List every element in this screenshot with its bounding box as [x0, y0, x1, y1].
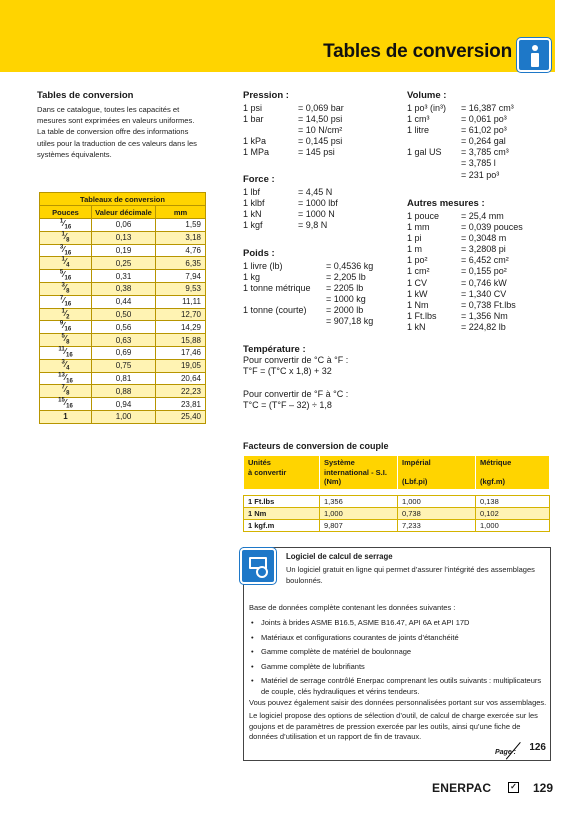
table-cell: 1,00	[92, 410, 156, 423]
table-row	[40, 398, 206, 411]
conversion-row	[407, 322, 523, 333]
conversion-row	[407, 289, 523, 300]
conversion-row	[407, 211, 523, 222]
table-cell: 14,29	[156, 321, 206, 334]
table-row	[40, 372, 206, 385]
table-cell: 3,18	[156, 231, 206, 244]
conversion-unit: 1 Ft.lbs	[407, 310, 437, 321]
conversion-row	[243, 136, 344, 147]
force-title: Force :	[243, 174, 275, 185]
table-cell: 1,000	[320, 507, 398, 519]
table-row	[244, 519, 550, 531]
table-cell: $^1⁄_8$	[40, 231, 92, 244]
conversion-value: = 1000 kg	[326, 294, 366, 305]
table-cell: 0,38	[92, 282, 156, 295]
poids-list	[243, 261, 373, 328]
table-cell: 0,31	[92, 270, 156, 283]
table-cell: 11,11	[156, 295, 206, 308]
conversion-value: = 2000 lb	[326, 305, 364, 316]
torque-col-unites: Unités à convertir	[244, 456, 320, 490]
conversion-value: = 0,145 psi	[298, 136, 343, 147]
page-reference[interactable]	[495, 742, 548, 758]
conversion-value: = 3,785 l	[461, 158, 496, 169]
conversion-unit: 1 kN	[243, 209, 262, 220]
conversion-value: = 1000 N	[298, 209, 335, 220]
conversion-unit: 1 Nm	[407, 299, 429, 310]
torque-col-si: Système international - S.I. (Nm)	[320, 456, 398, 490]
table-row	[40, 334, 206, 347]
conversion-row	[243, 198, 338, 209]
table-cell: 1,000	[398, 495, 476, 507]
table-cell: 0,138	[476, 495, 550, 507]
table-cell: 0,06	[92, 219, 156, 232]
table-cell: 0,81	[92, 372, 156, 385]
conversion-row	[243, 316, 373, 327]
software-title: Logiciel de calcul de serrage	[286, 552, 393, 561]
conversion-value: = 0,738 Ft.lbs	[461, 299, 516, 310]
conversion-unit: 1 kgf	[243, 220, 263, 231]
conversion-row	[407, 278, 523, 289]
table-cell: $^3⁄_4$	[40, 359, 92, 372]
conversion-row	[243, 220, 338, 231]
temperature-title: Température :	[243, 344, 306, 355]
conversion-unit: 1 cm³	[407, 114, 430, 125]
conversion-unit: 1 pouce	[407, 211, 440, 221]
conversion-value: = 224,82 lb	[461, 321, 506, 332]
table-cell: 19,05	[156, 359, 206, 372]
table-cell: 20,64	[156, 372, 206, 385]
conversion-value: = 1,340 CV	[461, 288, 507, 299]
conversion-unit	[407, 136, 461, 147]
torque-table	[243, 455, 550, 532]
table-row	[40, 257, 206, 270]
table-cell: 15,88	[156, 334, 206, 347]
table-cell: 0,13	[92, 231, 156, 244]
conversion-row	[407, 266, 523, 277]
table-cell: 4,76	[156, 244, 206, 257]
conversion-unit: 1 pi	[407, 233, 422, 244]
table-cell: 0,94	[92, 398, 156, 411]
col-header-mm: mm	[156, 206, 206, 219]
conversion-unit: 1 MPa	[243, 147, 270, 158]
table-cell: $^5⁄_8$	[40, 334, 92, 347]
conversion-unit: 1 tonne (courte)	[243, 305, 307, 316]
conversion-row	[243, 261, 373, 272]
table-cell: $^1⁄_{16}$	[40, 219, 92, 232]
conversion-row	[407, 158, 514, 169]
table-cell: 0,69	[92, 346, 156, 359]
list-item: • Matériel de serrage contrôlé Enerpac comprenant les outils suivants : multiplicateurs de couple, clés hydrauliques et vérins tendeurs.	[249, 676, 549, 697]
conversion-value: = 1,356 Nm	[461, 310, 508, 321]
conversion-value: = 0,4536 kg	[326, 261, 374, 271]
fraction-table-title: Tableaux de conversion	[40, 193, 206, 206]
autres-list	[407, 211, 523, 333]
conversion-value: = 1000 lbf	[298, 198, 338, 209]
table-row	[244, 507, 550, 519]
table-cell: 1 Ft.lbs	[244, 495, 320, 507]
poids-title: Poids :	[243, 248, 275, 259]
conversion-unit	[243, 316, 326, 327]
table-cell: 1	[40, 410, 92, 423]
conversion-row	[407, 255, 523, 266]
table-cell: $^3⁄_8$	[40, 282, 92, 295]
table-cell: 17,46	[156, 346, 206, 359]
autres-title: Autres mesures :	[407, 198, 485, 209]
conversion-value: = 907,18 kg	[326, 316, 374, 327]
table-cell: $^9⁄_{16}$	[40, 321, 92, 334]
software-bullet-list	[249, 618, 549, 702]
table-cell: 0,44	[92, 295, 156, 308]
fraction-conversion-table	[39, 192, 206, 424]
table-cell: 9,807	[320, 519, 398, 531]
conversion-row	[407, 125, 514, 136]
conversion-row	[243, 125, 344, 136]
conversion-row	[407, 300, 523, 311]
conversion-value: = 10 N/cm²	[298, 125, 343, 136]
table-row	[244, 495, 550, 507]
conversion-unit: 1 kPa	[243, 136, 267, 147]
conversion-row	[407, 233, 523, 244]
conversion-unit: 1 kN	[407, 321, 426, 332]
table-cell: 1 Nm	[244, 507, 320, 519]
conversion-value: = 25,4 mm	[461, 211, 504, 221]
conversion-row	[243, 103, 344, 114]
table-cell: 25,40	[156, 410, 206, 423]
table-cell: 0,50	[92, 308, 156, 321]
conversion-value: = 0,264 gal	[461, 136, 506, 147]
conversion-row	[243, 187, 338, 198]
page-ref-number[interactable]: 126	[520, 742, 548, 758]
table-cell: 0,738	[398, 507, 476, 519]
page-title: Tables de conversion	[323, 41, 512, 62]
conversion-row	[243, 147, 344, 158]
conversion-value: = 3,2808 pi	[461, 244, 506, 255]
table-cell: 1,000	[476, 519, 550, 531]
table-cell: 1,59	[156, 219, 206, 232]
conversion-unit	[407, 158, 461, 169]
conversion-unit	[407, 170, 461, 181]
conversion-unit: 1 kg	[243, 272, 261, 283]
conversion-value: = 61,02 po³	[461, 125, 507, 136]
conversion-unit: 1 bar	[243, 114, 264, 125]
table-row	[40, 282, 206, 295]
table-row	[40, 359, 206, 372]
conversion-value: = 145 psi	[298, 147, 335, 158]
page-ref-label: Page :	[494, 749, 516, 756]
table-cell: 6,35	[156, 257, 206, 270]
table-cell: 12,70	[156, 308, 206, 321]
table-cell: 7,233	[398, 519, 476, 531]
table-cell: $^{15}⁄_{16}$	[40, 398, 92, 411]
torque-col-metrique: Métrique (kgf.m)	[476, 456, 550, 490]
conversion-value: = 2205 lb	[326, 283, 364, 294]
table-row	[40, 346, 206, 359]
conversion-unit	[243, 294, 326, 305]
conversion-row	[407, 136, 514, 147]
table-cell: $^1⁄_4$	[40, 257, 92, 270]
page-number: 129	[533, 781, 554, 795]
force-list	[243, 187, 338, 231]
conversion-unit: 1 livre (lb)	[243, 261, 283, 271]
conversion-value: = 4,45 N	[298, 187, 333, 197]
conversion-unit: 1 tonne métrique	[243, 283, 311, 294]
col-header-pouces: Pouces	[40, 206, 92, 219]
brand-logo: ENERPAC	[432, 781, 492, 795]
volume-list	[407, 103, 514, 181]
conversion-value: = 0,746 kW	[461, 277, 507, 288]
table-cell: $^1⁄_2$	[40, 308, 92, 321]
info-icon	[517, 38, 551, 72]
conversion-row	[407, 244, 523, 255]
volume-title: Volume :	[407, 90, 447, 101]
conversion-value: = 2,205 lb	[326, 272, 366, 283]
conversion-unit: 1 klbf	[243, 198, 265, 209]
conversion-value: = 14,50 psi	[298, 114, 343, 125]
conversion-unit: 1 CV	[407, 277, 428, 288]
table-cell: 0,63	[92, 334, 156, 347]
software-para1: Vous pouvez également saisir des données personnalisées portant sur vos assemblages.	[249, 698, 547, 707]
intro-text: Dans ce catalogue, toutes les capacités et mesures sont exprimées en valeurs uniformes. La table de conversion offre des informations utiles pour la traduction de ces valeurs dans les systèmes équivalents.	[37, 105, 197, 159]
table-cell: 0,88	[92, 385, 156, 398]
software-intro: Base de données complète contenant les données suivantes :	[249, 603, 456, 612]
list-item: • Matériaux et configurations courantes de joints d’étanchéité	[249, 633, 549, 644]
conversion-value: = 0,155 po²	[461, 266, 507, 277]
conversion-row	[243, 283, 373, 294]
table-row	[40, 308, 206, 321]
table-row	[40, 219, 206, 232]
conversion-value: = 9,8 N	[298, 220, 328, 231]
conversion-value: = 0,3048 m	[461, 233, 507, 244]
torque-title: Facteurs de conversion de couple	[243, 441, 389, 451]
pression-title: Pression :	[243, 90, 289, 101]
conversion-row	[243, 209, 338, 220]
table-cell: 0,25	[92, 257, 156, 270]
table-cell: 22,23	[156, 385, 206, 398]
conversion-row	[407, 311, 523, 322]
table-cell: 1 kgf.m	[244, 519, 320, 531]
software-subtitle: Un logiciel gratuit en ligne qui permet d’assurer l’intégrité des assemblages boulonnés.	[286, 565, 535, 585]
conversion-unit: 1 gal US	[407, 147, 442, 158]
table-row	[40, 385, 206, 398]
software-disc-icon	[240, 548, 276, 584]
conversion-unit: 1 psi	[243, 103, 263, 113]
conversion-value: = 16,387 cm³	[461, 103, 514, 113]
intro-title: Tables de conversion	[37, 90, 134, 101]
table-row	[40, 270, 206, 283]
table-cell: 9,53	[156, 282, 206, 295]
table-row	[40, 410, 206, 423]
table-cell: $^{13}⁄_{16}$	[40, 372, 92, 385]
software-para2: Le logiciel propose des options de sélection d’outil, de calcul de charge exercée sur les goujons et de paramètres de pression exercée par les outils, ainsi qu’une fiche de données d’utilisation et un rapport de fin de travaux.	[249, 711, 538, 742]
conversion-value: = 231 po³	[461, 169, 500, 180]
conversion-unit	[243, 125, 298, 136]
list-item: • Gamme complète de lubrifiants	[249, 662, 549, 673]
torque-col-imperial: Impérial (Lbf.pi)	[398, 456, 476, 490]
table-cell: $^7⁄_{16}$	[40, 295, 92, 308]
conversion-unit: 1 cm²	[407, 266, 430, 277]
conversion-unit: 1 litre	[407, 125, 430, 136]
conversion-row	[243, 294, 373, 305]
conversion-unit: 1 po²	[407, 255, 428, 266]
table-cell: $^5⁄_{16}$	[40, 270, 92, 283]
conversion-row	[407, 170, 514, 181]
conversion-unit: 1 kW	[407, 288, 428, 299]
conversion-value: = 0,039 pouces	[461, 222, 523, 233]
conversion-row	[407, 222, 523, 233]
table-cell: 23,81	[156, 398, 206, 411]
conversion-unit: 1 po³ (in³)	[407, 103, 447, 113]
conversion-unit: 1 mm	[407, 222, 430, 233]
list-item: • Joints à brides ASME B16.5, ASME B16.47, API 6A et API 17D	[249, 618, 549, 629]
list-item: • Gamme complète de matériel de boulonnage	[249, 647, 549, 658]
brand-mark-icon: ✓	[508, 782, 519, 793]
table-row	[40, 321, 206, 334]
table-cell: 0,75	[92, 359, 156, 372]
table-row	[40, 244, 206, 257]
conversion-row	[407, 103, 514, 114]
table-row	[40, 231, 206, 244]
table-cell: $^{11}⁄_{16}$	[40, 346, 92, 359]
conversion-unit: 1 lbf	[243, 187, 261, 197]
conversion-row	[243, 114, 344, 125]
table-row	[40, 295, 206, 308]
table-cell: 7,94	[156, 270, 206, 283]
software-box	[243, 547, 551, 761]
conversion-value: = 6,452 cm²	[461, 255, 509, 266]
conversion-value: = 0,061 po³	[461, 114, 507, 125]
table-cell: $^7⁄_8$	[40, 385, 92, 398]
conversion-unit: 1 m	[407, 244, 423, 255]
conversion-row	[243, 305, 373, 316]
pression-list	[243, 103, 344, 158]
temperature-text: Pour convertir de °C à °F : T°F = (T°C x 1,8) + 32 Pour convertir de °F à °C : T°C = (T°F – 32) ÷ 1,8	[243, 355, 349, 411]
table-cell: $^3⁄_{16}$	[40, 244, 92, 257]
conversion-value: = 0,069 bar	[298, 103, 344, 113]
table-cell: 0,56	[92, 321, 156, 334]
conversion-row	[407, 147, 514, 158]
table-cell: 0,19	[92, 244, 156, 257]
conversion-value: = 3,785 cm³	[461, 147, 509, 158]
conversion-row	[243, 272, 373, 283]
table-cell: 1,356	[320, 495, 398, 507]
conversion-row	[407, 114, 514, 125]
col-header-decimale: Valeur décimale	[92, 206, 156, 219]
table-cell: 0,102	[476, 507, 550, 519]
